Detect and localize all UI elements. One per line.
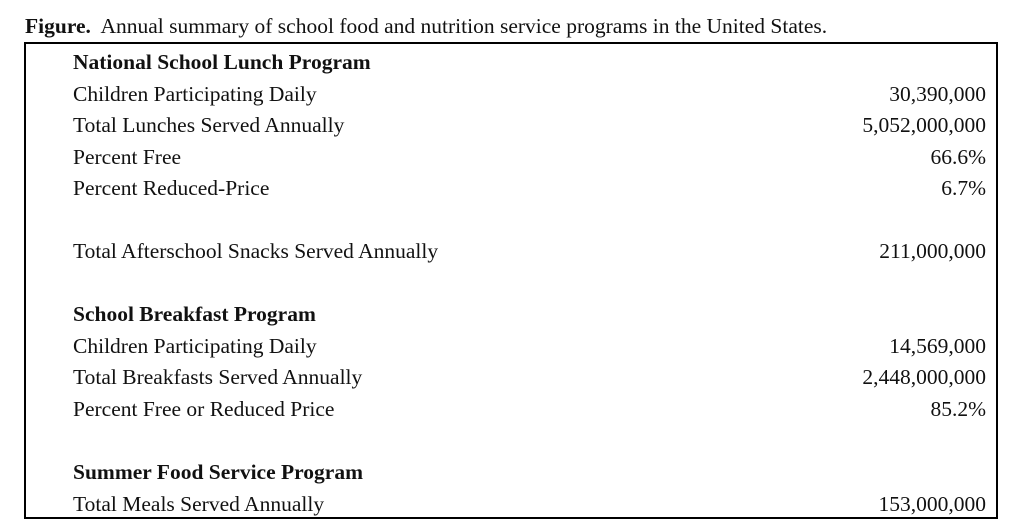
- row-value: 6.7%: [941, 176, 986, 200]
- caption-text: Annual summary of school food and nutrition service programs in the United States.: [100, 14, 828, 38]
- table-row: [73, 489, 986, 519]
- row-value: 2,448,000,000: [862, 365, 986, 389]
- table-row: [73, 110, 986, 140]
- row-label: Percent Reduced-Price: [73, 176, 270, 200]
- table-row: [73, 394, 986, 424]
- row-value: 5,052,000,000: [862, 113, 986, 137]
- summary-table: [24, 42, 998, 519]
- row-label: Children Participating Daily: [73, 334, 317, 358]
- row-value: 14,569,000: [889, 334, 986, 358]
- caption-prefix: Figure.: [25, 14, 91, 38]
- row-label: Total Meals Served Annually: [73, 492, 325, 516]
- row-label: Percent Free: [73, 145, 182, 169]
- section-heading-sfsp: Summer Food Service Program: [73, 460, 363, 484]
- row-value: 30,390,000: [889, 82, 986, 106]
- section-heading-nslp: National School Lunch Program: [73, 50, 371, 74]
- row-label: Total Breakfasts Served Annually: [73, 365, 363, 389]
- table-row: [73, 236, 986, 266]
- figure-caption: [25, 13, 827, 39]
- row-label: Total Lunches Served Annually: [73, 113, 345, 137]
- row-value: 211,000,000: [879, 239, 986, 263]
- table-row: [73, 173, 986, 203]
- row-label: Percent Free or Reduced Price: [73, 397, 335, 421]
- table-row: [73, 331, 986, 361]
- table-row: [73, 79, 986, 109]
- row-value: 66.6%: [930, 145, 986, 169]
- section-heading-sbp: School Breakfast Program: [73, 302, 316, 326]
- table-row: [73, 362, 986, 392]
- row-value: 85.2%: [930, 397, 986, 421]
- row-value: 153,000,000: [878, 492, 986, 516]
- table-row: [73, 142, 986, 172]
- row-label: Children Participating Daily: [73, 82, 317, 106]
- row-label: Total Afterschool Snacks Served Annually: [73, 239, 439, 263]
